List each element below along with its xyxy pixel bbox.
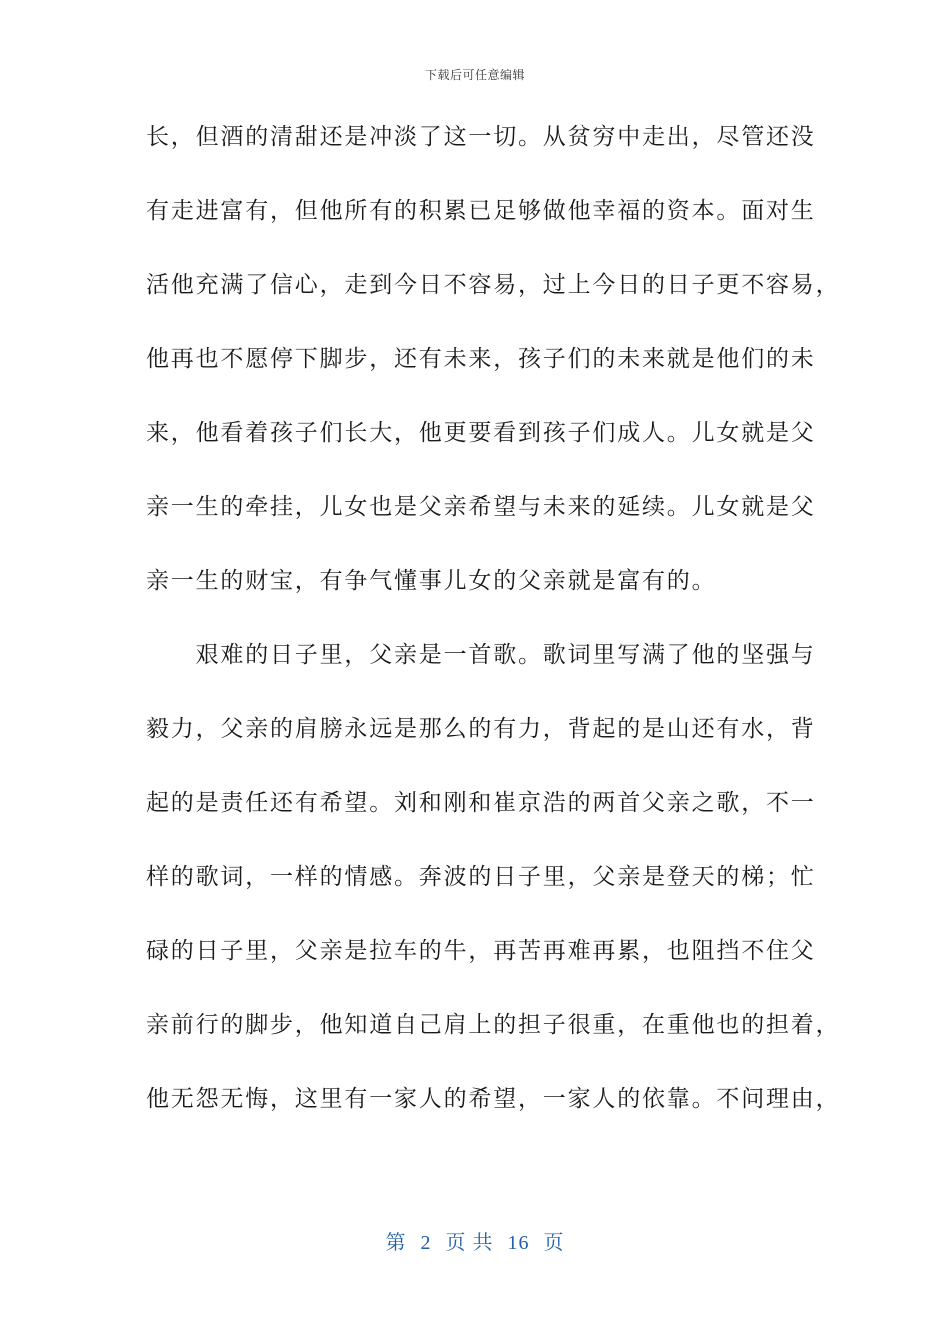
page-number: 2 [420, 1232, 432, 1254]
text-line: 来，他看着孩子们长大，他更要看到孩子们成人。儿女就是父 [146, 420, 816, 446]
text-line: 活他充满了信心，走到今日不容易，过上今日的日子更不容易， [146, 272, 841, 298]
page-header: 下载后可任意编辑 [424, 68, 525, 82]
document-body [146, 118, 841, 1154]
text-line: 艰难的日子里，父亲是一首歌。歌词里写满了他的坚强与 [146, 642, 816, 668]
footer-middle: 页 共 [445, 1232, 494, 1254]
text-line: 亲一生的财宝，有争气懂事儿女的父亲就是富有的。 [146, 568, 717, 594]
text-line: 样的歌词，一样的情感。奔波的日子里，父亲是登天的梯；忙 [146, 864, 816, 890]
total-pages: 16 [507, 1232, 530, 1254]
text-line: 长，但酒的清甜还是冲淡了这一切。从贫穷中走出，尽管还没 [146, 124, 816, 150]
text-line: 他再也不愿停下脚步，还有未来，孩子们的未来就是他们的未 [146, 346, 816, 372]
text-line: 碌的日子里，父亲是拉车的牛，再苦再难再累，也阻挡不住父 [146, 938, 816, 964]
page-footer [0, 1226, 950, 1255]
footer-prefix: 第 [385, 1232, 407, 1254]
footer-suffix: 页 [543, 1232, 565, 1254]
text-line: 他无怨无悔，这里有一家人的希望，一家人的依靠。不问理由， [146, 1086, 841, 1112]
text-line: 有走进富有，但他所有的积累已足够做他幸福的资本。面对生 [146, 198, 816, 224]
text-line: 毅力，父亲的肩膀永远是那么的有力，背起的是山还有水，背 [146, 716, 816, 742]
text-line: 亲一生的牵挂，儿女也是父亲希望与未来的延续。儿女就是父 [146, 494, 816, 520]
text-line: 起的是责任还有希望。刘和刚和崔京浩的两首父亲之歌，不一 [146, 790, 816, 816]
text-line: 亲前行的脚步，他知道自己肩上的担子很重，在重他也的担着， [146, 1012, 841, 1038]
